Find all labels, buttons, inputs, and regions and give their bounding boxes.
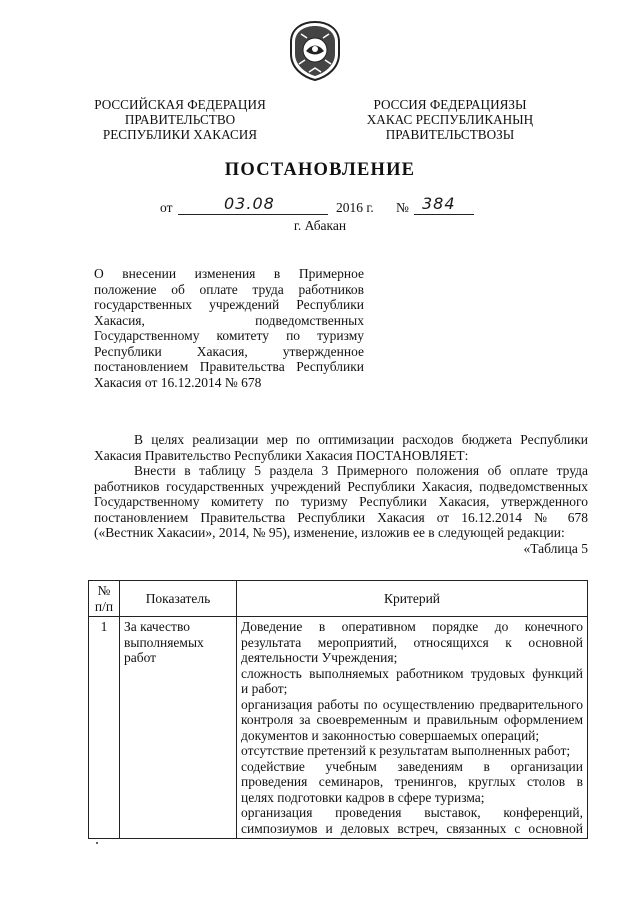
number-label: № [396, 200, 409, 215]
document-title: ПОСТАНОВЛЕНИЕ [224, 160, 416, 180]
criteria-line: отсутствие претензий к результатам выполненных работ; [241, 743, 571, 758]
criteria-line: Доведение в оперативном порядке до конечного [241, 619, 583, 634]
criteria-line: и работ; [241, 681, 288, 696]
subject-line: Хакасия, подведомственных [94, 312, 364, 328]
indicator-line: работ [124, 650, 157, 665]
criteria-table [88, 580, 588, 839]
body-line: работников государственных учреждений Республики Хакасия, подведомственных [94, 478, 588, 494]
header-left-line: ПРАВИТЕЛЬСТВО [124, 112, 236, 127]
indicator-line: выполняемых [124, 634, 204, 650]
header-right [340, 97, 560, 142]
row-number: 1 [89, 617, 120, 839]
col-header-number: № п/п [89, 581, 120, 617]
header-left [70, 97, 290, 142]
criteria-line: организация работы по осуществлению предварительного [241, 696, 583, 712]
subject-line: Государственному комитету по туризму [94, 328, 364, 343]
header-left-line: РОССИЙСКАЯ ФЕДЕРАЦИЯ [94, 97, 266, 112]
date-underline [178, 214, 328, 215]
subject-line: О внесении изменения в Примерное [94, 266, 364, 281]
body-line: Хакасия Правительство Республики Хакасия ПОСТАНОВЛЯЕТ: [94, 447, 469, 463]
body-line: Внести в таблицу 5 раздела 3 Примерного положения об оплате труда [134, 463, 588, 478]
subject-line: положение об оплате труда работников [94, 281, 364, 297]
body-line: постановлением Правительства Республики Хакасия от 16.12.2014 № 678 [94, 509, 588, 525]
year-label: 2016 г. [336, 200, 374, 215]
header-left-line: РЕСПУБЛИКИ ХАКАСИЯ [102, 127, 258, 142]
col-header-indicator: Показатель [120, 581, 237, 617]
number-underline [414, 214, 474, 215]
table-row [89, 617, 588, 839]
subject-line: государственных учреждений Республики [94, 297, 364, 312]
date-number-line [160, 196, 500, 220]
body-text [94, 432, 588, 556]
criteria-line: проведения семинаров, тренингов, круглых столов в [241, 774, 583, 789]
criteria-line: контроля за своевременным и правильным оформлением [241, 712, 583, 727]
header-right-line: РОССИЯ ФЕДЕРАЦИЯЗЫ [373, 97, 527, 112]
criteria-line: содействие учебным заведениям в организации [241, 758, 583, 774]
subject-line: Хакасия от 16.12.2014 № 678 [94, 374, 262, 390]
body-line: В целях реализации мер по оптимизации расходов бюджета Республики [134, 432, 588, 447]
header-right-line: ПРАВИТЕЛЬСТВОЗЫ [385, 127, 515, 142]
indicator-line: За качество [124, 619, 190, 634]
body-line: Государственному комитету по туризму Республики Хакасия, утвержденного [94, 494, 588, 509]
criteria-line: целях подготовки кадров в сфере туризма; [241, 789, 485, 805]
table-caption: «Таблица 5 [523, 540, 588, 556]
table-header-row [89, 581, 588, 617]
date-from-label: от [160, 200, 173, 215]
criteria-line: симпозиумов и деловых встреч, связанных с основной [241, 820, 583, 836]
handwritten-number: 384 [422, 194, 456, 213]
criteria-line: деятельности Учреждения; [241, 650, 398, 665]
criteria-line: документов и законностью совершаемых операций; [241, 727, 540, 743]
coat-of-arms-icon [287, 20, 343, 82]
page-mark [96, 842, 98, 844]
subject-block [94, 266, 364, 390]
col-header-criteria: Критерий [237, 581, 588, 617]
criteria-line: сложность выполняемых работником трудовых функций [241, 665, 583, 681]
handwritten-date: 03.08 [224, 194, 275, 213]
row-indicator [120, 617, 237, 839]
city-label: г. Абакан [293, 218, 347, 233]
header-right-line: ХАКАС РЕСПУБЛИКАНЫҢ [366, 112, 534, 127]
row-criteria [237, 617, 588, 839]
subject-line: постановлением Правительства Республики [94, 359, 364, 374]
subject-line: Республики Хакасия, утвержденное [94, 343, 364, 359]
criteria-line: результата мероприятий, относящихся к основной [241, 634, 583, 650]
body-line: («Вестник Хакасии», 2014, № 95), изменение, изложив ее в следующей редакции: [94, 525, 565, 540]
criteria-line: организация проведения выставок, конференций, [241, 805, 583, 820]
